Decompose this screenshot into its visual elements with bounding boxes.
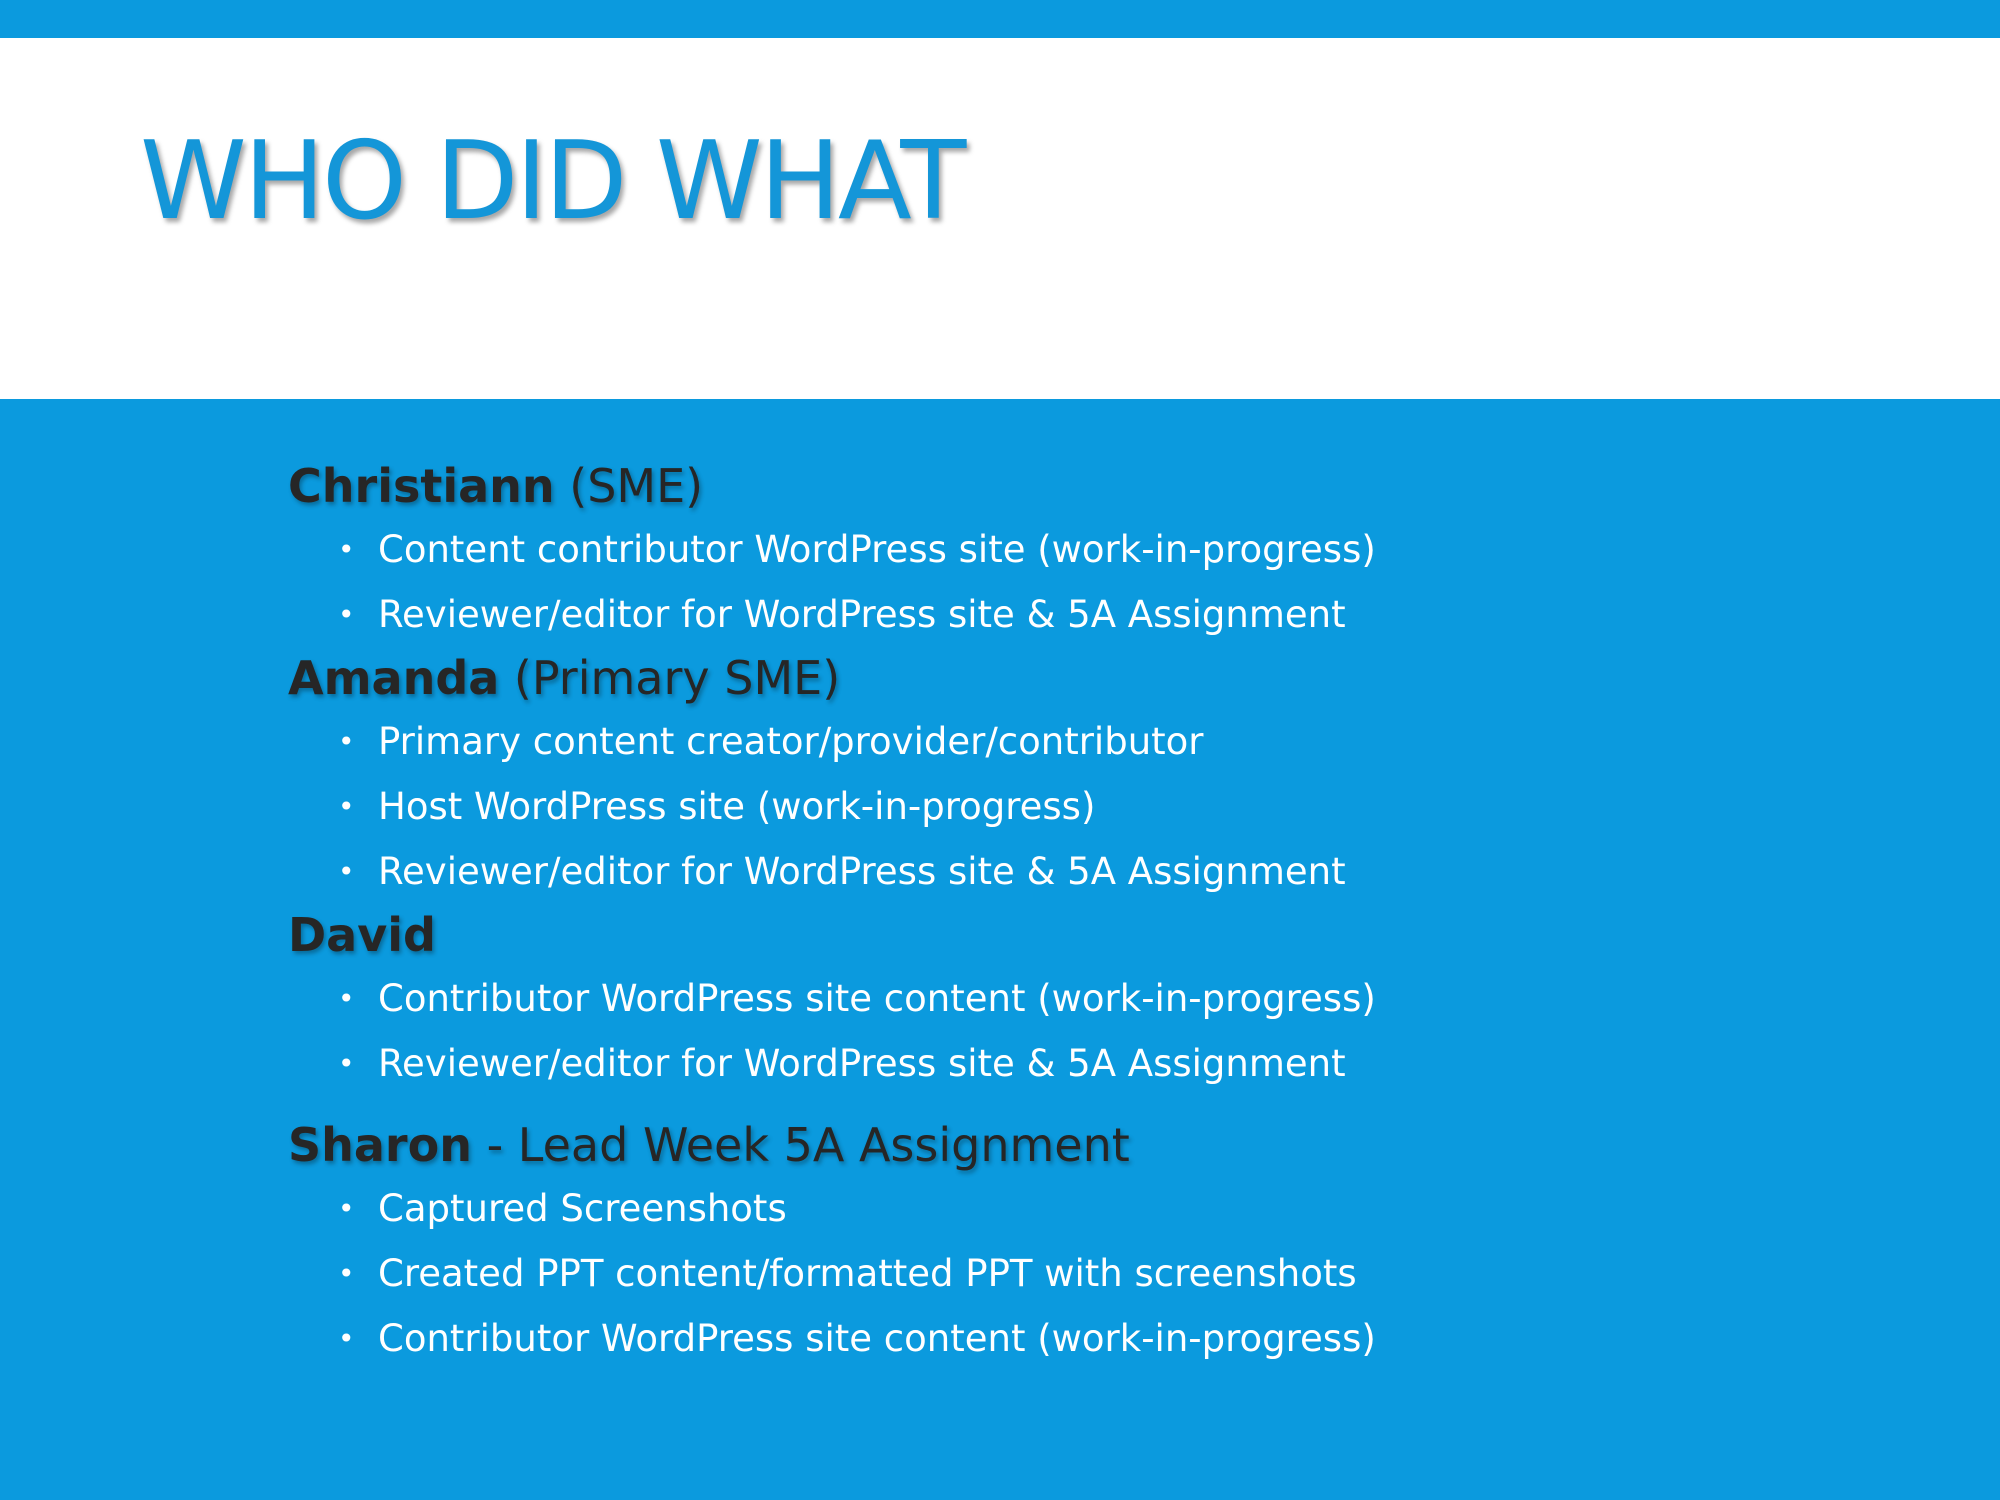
person-name: Amanda xyxy=(288,651,500,705)
bullet-icon: • xyxy=(338,1322,355,1355)
person-section-amanda xyxy=(288,647,1888,904)
person-heading xyxy=(288,647,1888,709)
person-name: Sharon xyxy=(288,1118,472,1172)
role-list xyxy=(288,517,1888,647)
bullet-icon: • xyxy=(338,533,355,566)
person-section-david xyxy=(288,904,1888,1096)
list-item xyxy=(288,1176,1888,1241)
bullet-icon: • xyxy=(338,1047,355,1080)
list-item-text: Reviewer/editor for WordPress site & 5A Assignment xyxy=(378,850,1346,893)
list-item-text: Reviewer/editor for WordPress site & 5A Assignment xyxy=(378,593,1346,636)
list-item-text: Host WordPress site (work-in-progress) xyxy=(378,785,1096,828)
list-item-text: Reviewer/editor for WordPress site & 5A Assignment xyxy=(378,1042,1346,1085)
list-item xyxy=(288,839,1888,904)
list-item xyxy=(288,966,1888,1031)
person-role: (SME) xyxy=(554,459,704,513)
role-list xyxy=(288,966,1888,1096)
list-item xyxy=(288,1306,1888,1371)
list-item-text: Content contributor WordPress site (work-in-progress) xyxy=(378,528,1376,571)
person-name: Christiann xyxy=(288,459,555,513)
list-item-text: Created PPT content/formatted PPT with screenshots xyxy=(378,1252,1357,1295)
list-item xyxy=(288,709,1888,774)
people-list xyxy=(288,455,1888,1371)
bullet-icon: • xyxy=(338,855,355,888)
person-section-christiann xyxy=(288,455,1888,647)
list-item-text: Contributor WordPress site content (work-in-progress) xyxy=(378,977,1376,1020)
list-item xyxy=(288,582,1888,647)
person-name: David xyxy=(288,908,436,962)
list-item xyxy=(288,1031,1888,1096)
list-item-text: Primary content creator/provider/contributor xyxy=(378,720,1204,763)
bullet-icon: • xyxy=(338,725,355,758)
slide-title: WHO DID WHAT xyxy=(140,119,964,244)
person-role: - Lead Week 5A Assignment xyxy=(471,1118,1130,1172)
person-heading xyxy=(288,1114,1888,1176)
person-heading xyxy=(288,904,1888,966)
top-accent-band xyxy=(0,0,2000,38)
list-item-text: Contributor WordPress site content (work-in-progress) xyxy=(378,1317,1376,1360)
list-item-text: Captured Screenshots xyxy=(378,1187,787,1230)
list-item xyxy=(288,517,1888,582)
role-list xyxy=(288,1176,1888,1371)
list-item xyxy=(288,1241,1888,1306)
bullet-icon: • xyxy=(338,790,355,823)
role-list xyxy=(288,709,1888,904)
bullet-icon: • xyxy=(338,1192,355,1225)
list-item xyxy=(288,774,1888,839)
bullet-icon: • xyxy=(338,1257,355,1290)
person-role: (Primary SME) xyxy=(499,651,841,705)
bullet-icon: • xyxy=(338,598,355,631)
person-section-sharon xyxy=(288,1114,1888,1371)
person-heading xyxy=(288,455,1888,517)
bullet-icon: • xyxy=(338,982,355,1015)
